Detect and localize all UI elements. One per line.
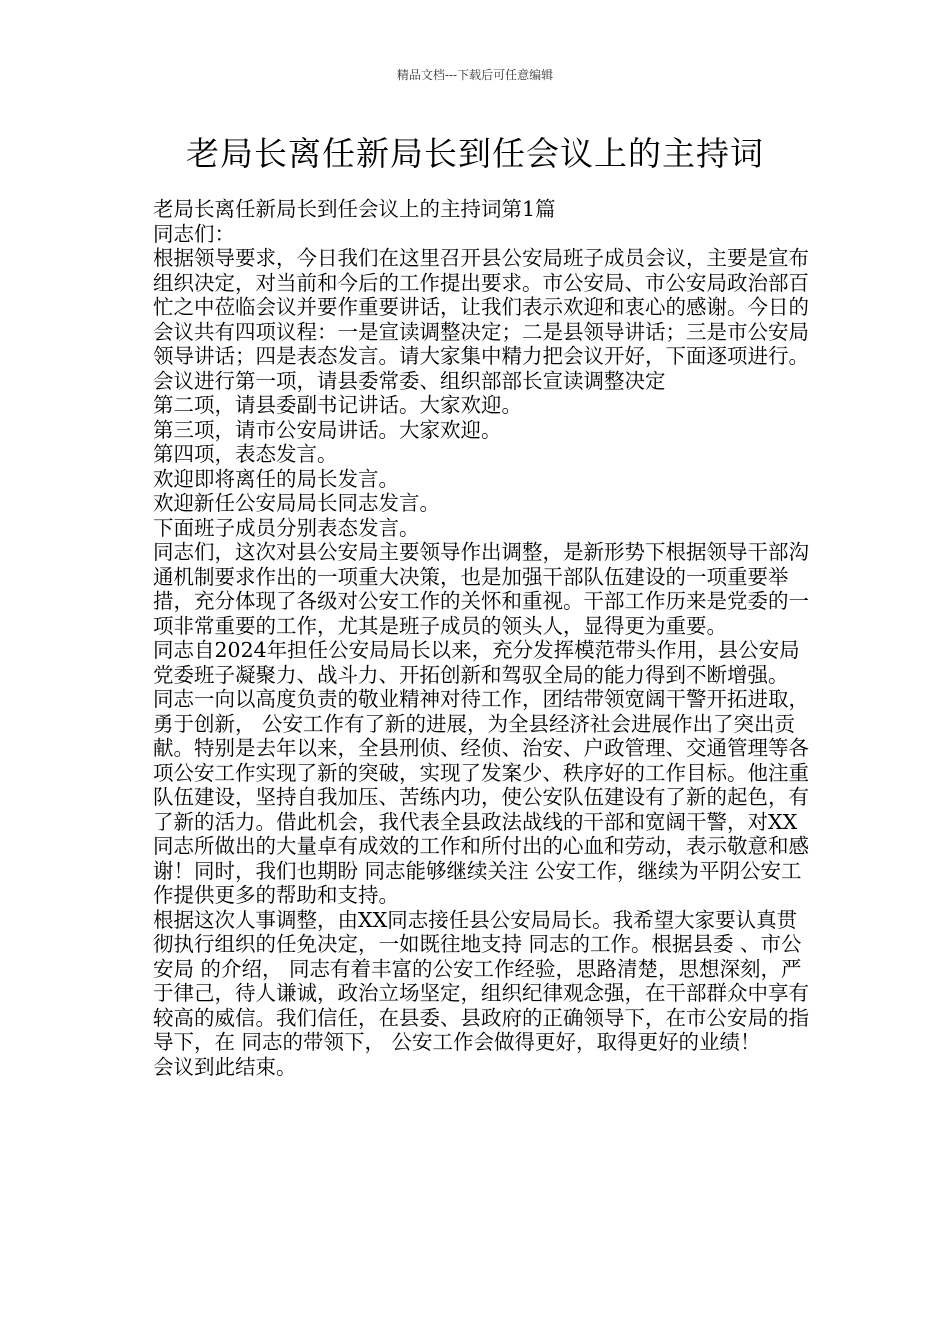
agenda-item-paragraph: 第三项，请市公安局讲话。大家欢迎。 (153, 417, 502, 442)
agenda-item-paragraph: 欢迎新任公安局局长同志发言。 (153, 491, 440, 515)
body-paragraph: 根据这次人事调整，由XX同志接任县公安局局长。我希望大家要认真贯彻执行组织的任免决定，一如既往地支持 同志的工作。根据县委 、市公安局 的介绍， 同志有着丰富的公安工作经验，思路清楚，思想深刻，严于律己，待人谦诚，政治立场坚定，组织纪律观念强，在干部群众中享有较高的威信。我们信任，在县委、县政府的正确领导下，在市公安局的指导下，在 同志的带领下， 公安工作会做得更好，取得更好的业绩！ (153, 907, 809, 1054)
body-paragraph: 同志自2024年担任公安局局长以来，充分发挥模范带头作用，县公安局 (153, 638, 800, 662)
body-paragraph: 党委班子凝聚力、战斗力、开拓创新和驾驭全局的能力得到不断增强。 同志一向以高度负责的敬业精神对待工作，团结带领宽阔干警开拓进取，勇于创新， 公安工作有了新的进展，为全县经济社会进展作出了突出贡献。特别是去年以来，全县刑侦、经侦、治安、户政管理、交通管理等各项公安工作实现了新的突破，实现了发案少、秩序好的工作目标。他注重队伍建设，坚持自我加压、苦练内功，使公安队伍建设有了新的起色，有了新的活力。借此机会，我代表全县政法战线的干部和宽阔干警，对XX同志所做出的大量卓有成效的工作和所付出的心血和劳动，表示敬意和感谢！同时，我们也期盼 同志能够继续关注 公安工作，继续为平阴公安工作提供更多的帮助和支持。 (153, 662, 809, 907)
closing-paragraph: 会议到此结束。 (153, 1054, 297, 1079)
page-header: 精品文档---下载后可任意编辑 (396, 68, 554, 82)
document-body (143, 197, 815, 1079)
body-paragraph: 根据领导要求，今日我们在这里召开县公安局班子成员会议，主要是宣布组织决定，对当前和今后的工作提出要求。市公安局、市公安局政治部百忙之中莅临会议并要作重要讲话，让我们表示欢迎和衷心的感谢。今日的会议共有四项议程：一是宣读调整决定；二是县领导讲话；三是市公安局领导讲话；四是表态发言。请大家集中精力把会议开好，下面逐项进行。 (153, 246, 809, 368)
agenda-item-paragraph: 会议进行第一项，请县委常委、组织部部长宣读调整决定 (153, 368, 666, 393)
subtitle-paragraph: 老局长离任新局长到任会议上的主持词第1篇 (153, 197, 556, 221)
agenda-item-paragraph: 欢迎即将离任的局长发言。 (153, 466, 399, 491)
agenda-item-paragraph: 第四项，表态发言。 (153, 442, 338, 466)
agenda-item-paragraph: 第二项，请县委副书记讲话。大家欢迎。 (153, 393, 522, 417)
agenda-item-paragraph: 下面班子成员分别表态发言。 (153, 515, 420, 540)
salutation-paragraph: 同志们： (153, 221, 235, 246)
page-title: 老局长离任新局长到任会议上的主持词 (186, 134, 764, 173)
body-paragraph: 同志们，这次对县公安局主要领导作出调整，是新形势下根据领导干部沟通机制要求作出的一项重大决策，也是加强干部队伍建设的一项重要举措，充分体现了各级对公安工作的关怀和重视。干部工作历来是党委的一项非常重要的工作，尤其是班子成员的领头人，显得更为重要。 (153, 540, 809, 638)
